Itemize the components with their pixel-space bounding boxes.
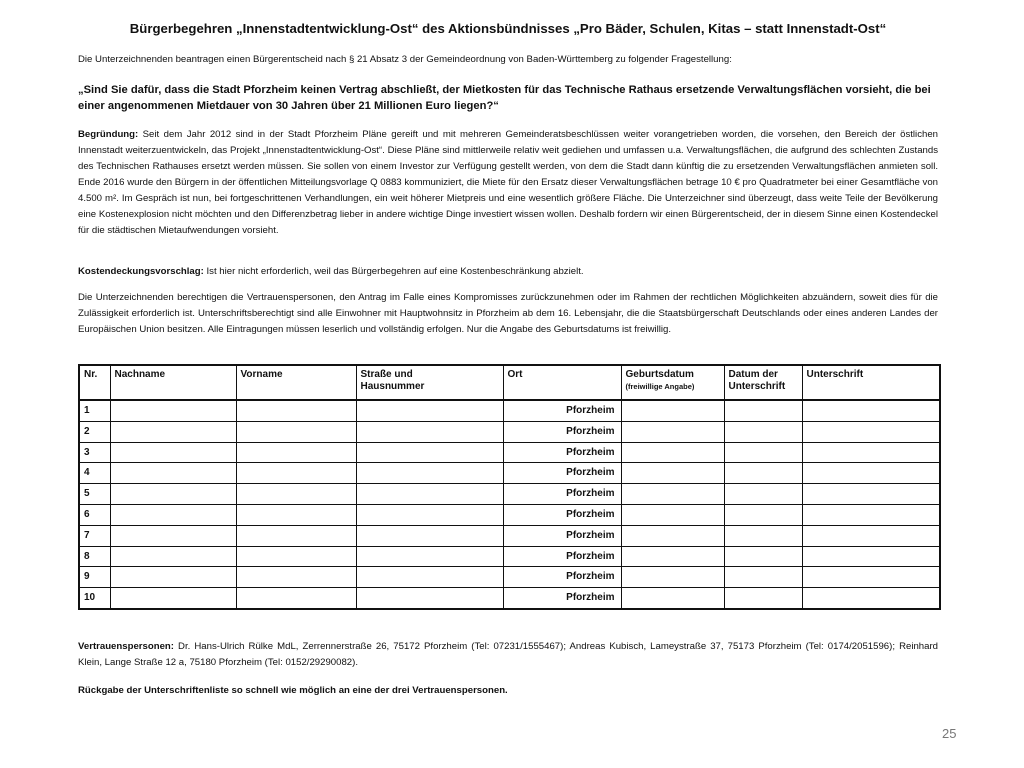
vorname-cell[interactable] [236,484,356,505]
vorname-cell[interactable] [236,504,356,525]
nachname-cell[interactable] [110,463,236,484]
table-row [79,463,940,484]
strasse-cell[interactable] [356,546,503,567]
vorname-cell[interactable] [236,421,356,442]
nachname-cell[interactable] [110,567,236,588]
table-header-row [79,365,940,400]
header-nr: Nr. [79,365,110,400]
signature-table [78,364,941,610]
unterschrift-cell[interactable] [802,442,940,463]
unterschrift-cell[interactable] [802,400,940,421]
row-number: 10 [79,588,110,609]
geburtsdatum-cell[interactable] [621,504,724,525]
geburtsdatum-cell[interactable] [621,567,724,588]
table-row [79,400,940,421]
ort-cell: Pforzheim [503,463,621,484]
datum-cell[interactable] [724,463,802,484]
ort-cell: Pforzheim [503,400,621,421]
strasse-cell[interactable] [356,504,503,525]
header-geburtsdatum-note: (freiwillige Angabe) [625,382,695,391]
referendum-question: „Sind Sie dafür, dass die Stadt Pforzheim keinen Vertrag abschließt, der Mietkosten für das Technische Rathaus ersetzende Verwaltungsflächen vorsieht, die bei einer angenommenen Mietdauer von 30 Jahren über 21 Millionen Euro liegen?“ [78,84,931,112]
vorname-cell[interactable] [236,588,356,609]
begruendung-text: Seit dem Jahr 2012 sind in der Stadt Pforzheim Pläne gereift und mit mehreren Gemeinderatsbeschlüssen weiter vorangetrieben worden, die vorsehen, den Bereich der östlichen Innenstadt weiterzuentwickeln, das Projekt „Innenstadtentwicklung-Ost“. Diese Pläne sind mittlerweile relativ weit gediehen und umfassen u.a. Verwaltungsflächen, die aufgrund des schlechten Zustands des Technischen Rathauses ersetzt werden müssen. Sie sollen von einem Investor zur Verfügung gestellt werden, von dem die Stadt dann künftig die zu ersetzenden Verwaltungsflächen anmieten soll. Ende 2016 wurde den Bürgern in der öffentlichen Mitteilungsvorlage Q 0883 kommuniziert, die Miete für den Ersatz dieser Verwaltungsflächen betrage 10 € pro Quadratmeter bei einer Gesamtfläche von 4.500 m². Im Gespräch ist nun, bei fortgeschrittenen Verhandlungen, ein weit höherer Mietpreis und eine wesentlich größere Fläche. Die Unterzeichner sind überzeugt, dass weite Teile der Bevölkerung eine Kostenexplosion nicht möchten und den Differenzbetrag lieber in andere wichtige Dinge investiert wissen wollen. Deshalb fordern wir einen Bürgerentscheid, der in diesem Sinne einen Kostendeckel für die städtischen Mietaufwendungen vorsieht. [78,129,938,236]
unterschrift-cell[interactable] [802,567,940,588]
datum-cell[interactable] [724,421,802,442]
row-number: 2 [79,421,110,442]
ort-cell: Pforzheim [503,504,621,525]
unterschrift-cell[interactable] [802,546,940,567]
intro-paragraph: Die Unterzeichnenden beantragen einen Bürgerentscheid nach § 21 Absatz 3 der Gemeindeordnung von Baden-Württemberg zu folgender Fragestellung: [78,54,732,65]
header-datum-line2: Unterschrift [728,381,786,392]
row-number: 9 [79,567,110,588]
unterschrift-cell[interactable] [802,463,940,484]
datum-cell[interactable] [724,400,802,421]
strasse-cell[interactable] [356,484,503,505]
table-row [79,546,940,567]
nachname-cell[interactable] [110,546,236,567]
header-geburtsdatum-label: Geburtsdatum [625,369,694,380]
datum-cell[interactable] [724,588,802,609]
geburtsdatum-cell[interactable] [621,421,724,442]
vertrauenspersonen-label: Vertrauenspersonen: [78,641,174,652]
unterschrift-cell[interactable] [802,525,940,546]
header-strasse-line1: Straße und [360,369,413,380]
strasse-cell[interactable] [356,421,503,442]
table-row [79,484,940,505]
ort-cell: Pforzheim [503,546,621,567]
kostendeckung-paragraph [78,264,938,280]
geburtsdatum-cell[interactable] [621,546,724,567]
ort-cell: Pforzheim [503,525,621,546]
geburtsdatum-cell[interactable] [621,588,724,609]
header-nachname: Nachname [110,365,236,400]
vertrauenspersonen-paragraph [78,639,938,671]
document-title: Bürgerbegehren „Innenstadtentwicklung-Ost“ des Aktionsbündnisses „Pro Bäder, Schulen, Kitas – statt Innenstadt-Ost“ [129,21,887,36]
nachname-cell[interactable] [110,400,236,421]
header-unterschrift: Unterschrift [802,365,940,400]
kostendeckung-label: Kostendeckungsvorschlag: [78,266,204,277]
row-number: 6 [79,504,110,525]
datum-cell[interactable] [724,442,802,463]
row-number: 8 [79,546,110,567]
strasse-cell[interactable] [356,588,503,609]
row-number: 1 [79,400,110,421]
table-row [79,442,940,463]
header-ort: Ort [503,365,621,400]
table-row [79,504,940,525]
ort-cell: Pforzheim [503,567,621,588]
header-geburtsdatum [621,365,724,400]
nachname-cell[interactable] [110,588,236,609]
datum-cell[interactable] [724,525,802,546]
table-row [79,567,940,588]
nachname-cell[interactable] [110,504,236,525]
header-strasse-line2: Hausnummer [360,381,425,392]
header-strasse [356,365,503,400]
header-vorname: Vorname [236,365,356,400]
kostendeckung-text: Ist hier nicht erforderlich, weil das Bürgerbegehren auf eine Kostenbeschränkung abzielt. [203,266,584,277]
berechtigung-paragraph: Die Unterzeichnenden berechtigen die Vertrauenspersonen, den Antrag im Falle eines Kompromisses zurückzunehmen oder im Rahmen der rechtlichen Möglichkeiten abzuändern, soweit dies für die Zulässigkeit erforderlich ist. Unterschriftsberechtigt sind alle Einwohner mit Hauptwohnsitz in Pforzheim ab dem 16. Lebensjahr, die die Staatsbürgerschaft Deutschlands oder eines anderen Landes der Europäischen Union besitzen. Alle Eintragungen müssen leserlich und vollständig erfolgen. Nur die Angabe des Geburtsdatums ist freiwillig. [78,292,938,335]
unterschrift-cell[interactable] [802,588,940,609]
geburtsdatum-cell[interactable] [621,442,724,463]
vorname-cell[interactable] [236,463,356,484]
strasse-cell[interactable] [356,567,503,588]
ort-cell: Pforzheim [503,442,621,463]
unterschrift-cell[interactable] [802,504,940,525]
rueckgabe-note: Rückgabe der Unterschriftenliste so schnell wie möglich an eine der drei Vertrauenspersonen. [78,685,508,696]
strasse-cell[interactable] [356,525,503,546]
header-datum [724,365,802,400]
geburtsdatum-cell[interactable] [621,400,724,421]
unterschrift-cell[interactable] [802,421,940,442]
table-row [79,588,940,609]
datum-cell[interactable] [724,504,802,525]
vorname-cell[interactable] [236,442,356,463]
page-number: 25 [942,726,957,741]
header-datum-line1: Datum der [728,369,778,380]
row-number: 4 [79,463,110,484]
row-number: 5 [79,484,110,505]
ort-cell: Pforzheim [503,484,621,505]
table-row [79,525,940,546]
unterschrift-cell[interactable] [802,484,940,505]
vorname-cell[interactable] [236,567,356,588]
nachname-cell[interactable] [110,525,236,546]
nachname-cell[interactable] [110,421,236,442]
nachname-cell[interactable] [110,484,236,505]
begruendung-paragraph [78,127,938,239]
begruendung-label: Begründung: [78,129,139,140]
table-row [79,421,940,442]
datum-cell[interactable] [724,567,802,588]
ort-cell: Pforzheim [503,588,621,609]
vertrauenspersonen-text: Dr. Hans-Ulrich Rülke MdL, Zerrennerstraße 26, 75172 Pforzheim (Tel: 07231/1555467); Andreas Kubisch, Lameystraße 37, 75173 Pforzheim (Tel: 0174/2051596); Reinhard Klein, Lange Straße 12 a, 75180 Pforzheim (Tel: 0152/29290082). [78,641,938,668]
geburtsdatum-cell[interactable] [621,463,724,484]
strasse-cell[interactable] [356,400,503,421]
vorname-cell[interactable] [236,546,356,567]
geburtsdatum-cell[interactable] [621,484,724,505]
geburtsdatum-cell[interactable] [621,525,724,546]
ort-cell: Pforzheim [503,421,621,442]
strasse-cell[interactable] [356,463,503,484]
datum-cell[interactable] [724,484,802,505]
vorname-cell[interactable] [236,400,356,421]
strasse-cell[interactable] [356,442,503,463]
row-number: 3 [79,442,110,463]
nachname-cell[interactable] [110,442,236,463]
datum-cell[interactable] [724,546,802,567]
row-number: 7 [79,525,110,546]
vorname-cell[interactable] [236,525,356,546]
